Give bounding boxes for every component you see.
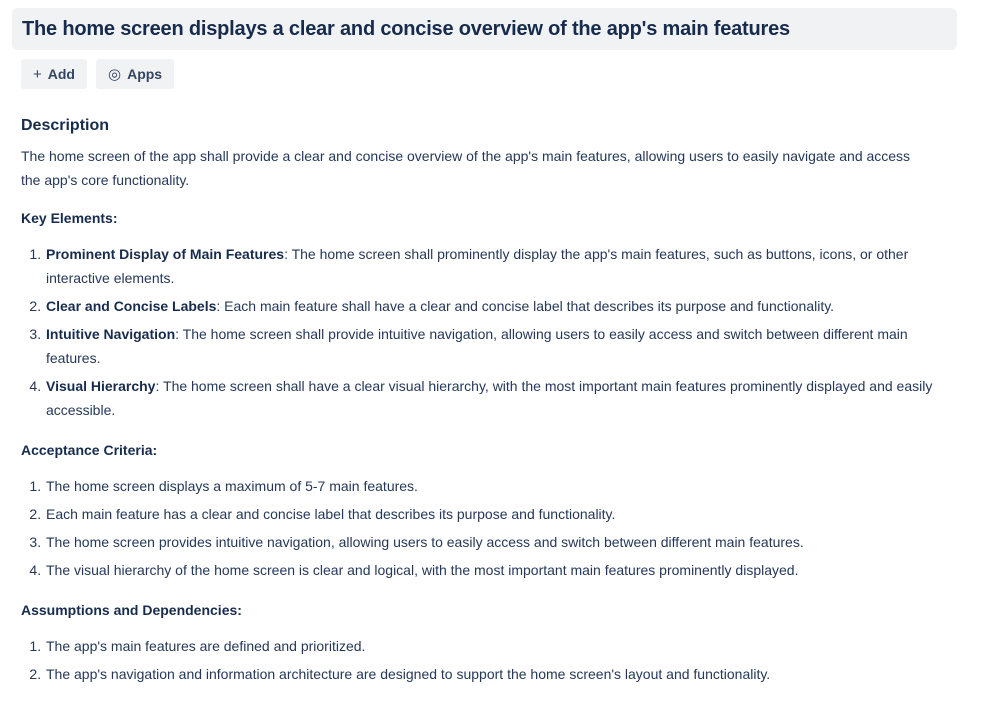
apps-button[interactable]	[96, 59, 174, 89]
toolbar	[21, 59, 957, 89]
description-intro: The home screen of the app shall provide a clear and concise overview of the app's main features, allowing users to easily navigate and access the app's core functionality.	[21, 148, 911, 188]
list-item	[45, 242, 933, 290]
list-item-text: : The home screen shall prominently display the app's main features, such as buttons, icons, or other interactive elements.	[46, 246, 909, 286]
apps-icon: ◎	[107, 65, 122, 83]
list-item	[45, 662, 933, 686]
list-item	[45, 502, 933, 526]
list-item-text: Each main feature has a clear and concise label that describes its purpose and functionality.	[46, 506, 616, 522]
list-item-bold: Visual Hierarchy	[46, 378, 156, 394]
key-elements-list	[21, 242, 933, 422]
list-item-text: : The home screen shall provide intuitive navigation, allowing users to easily access and switch between different main features.	[46, 326, 908, 366]
list-item	[45, 634, 933, 658]
list-item	[45, 474, 933, 498]
apps-button-label: Apps	[127, 66, 163, 82]
page-title: The home screen displays a clear and concise overview of the app's main features	[22, 18, 790, 40]
list-item-bold: Clear and Concise Labels	[46, 298, 217, 314]
assumptions-list	[21, 634, 933, 686]
description-heading: Description	[21, 117, 110, 134]
acceptance-criteria-list	[21, 474, 933, 582]
list-item	[45, 558, 933, 582]
list-item	[45, 374, 933, 422]
acceptance-criteria-label: Acceptance Criteria:	[21, 442, 158, 458]
add-button-label: Add	[47, 66, 75, 82]
list-item-text: The visual hierarchy of the home screen is clear and logical, with the most important main features prominently displayed.	[46, 562, 799, 578]
key-elements-label: Key Elements:	[21, 210, 118, 226]
list-item-text: : Each main feature shall have a clear and concise label that describes its purpose and functionality.	[216, 298, 835, 314]
description-section[interactable]	[21, 116, 933, 686]
assumptions-label: Assumptions and Dependencies:	[21, 602, 242, 618]
list-item-bold: Prominent Display of Main Features	[46, 246, 285, 262]
list-item-text: The app's navigation and information architecture are designed to support the home screen's layout and functionality.	[46, 666, 771, 682]
list-item-text: : The home screen shall have a clear visual hierarchy, with the most important main features prominently displayed and easily accessible.	[46, 378, 933, 418]
list-item	[45, 294, 933, 318]
list-item-text: The app's main features are defined and prioritized.	[46, 638, 366, 654]
add-button[interactable]	[21, 59, 87, 89]
plus-icon: +	[33, 65, 42, 83]
list-item-bold: Intuitive Navigation	[46, 326, 176, 342]
list-item-text: The home screen displays a maximum of 5-7 main features.	[46, 478, 418, 494]
list-item-text: The home screen provides intuitive navigation, allowing users to easily access and switch between different main features.	[46, 534, 804, 550]
list-item	[45, 322, 933, 370]
issue-title-field[interactable]	[12, 8, 957, 50]
list-item	[45, 530, 933, 554]
